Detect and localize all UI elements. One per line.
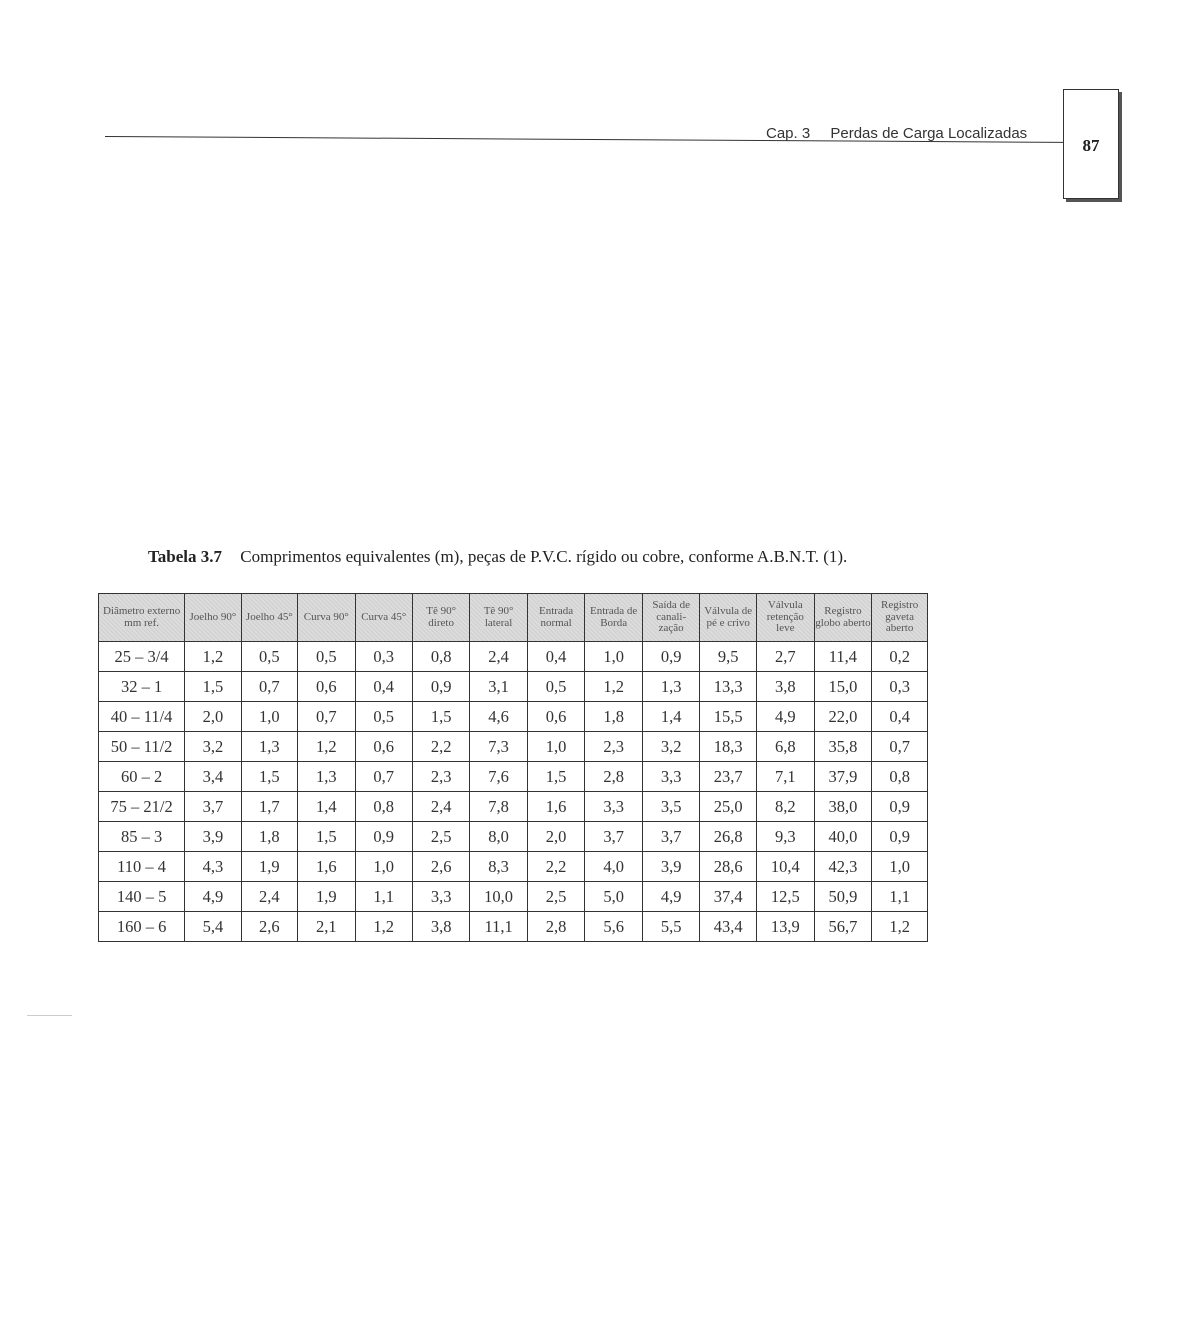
value-cell: 2,5 bbox=[412, 822, 469, 852]
value-cell: 2,2 bbox=[527, 852, 585, 882]
value-cell: 10,0 bbox=[470, 882, 527, 912]
diameter-cell: 25 – 3/4 bbox=[99, 642, 185, 672]
table-row bbox=[99, 882, 928, 912]
chapter-title: Perdas de Carga Localizadas bbox=[830, 125, 1028, 142]
diameter-cell: 50 – 11/2 bbox=[99, 732, 185, 762]
value-cell: 2,5 bbox=[527, 882, 585, 912]
table-row bbox=[99, 912, 928, 942]
value-cell: 2,3 bbox=[412, 762, 469, 792]
value-cell: 0,4 bbox=[872, 702, 928, 732]
value-cell: 4,3 bbox=[185, 852, 241, 882]
value-cell: 0,5 bbox=[241, 642, 297, 672]
table-label: Tabela 3.7 bbox=[148, 547, 223, 566]
diameter-cell: 140 – 5 bbox=[99, 882, 185, 912]
diameter-cell: 160 – 6 bbox=[99, 912, 185, 942]
value-cell: 42,3 bbox=[814, 852, 872, 882]
value-cell: 23,7 bbox=[700, 762, 757, 792]
value-cell: 0,6 bbox=[298, 672, 355, 702]
value-cell: 0,9 bbox=[872, 822, 928, 852]
value-cell: 4,0 bbox=[585, 852, 643, 882]
value-cell: 37,9 bbox=[814, 762, 872, 792]
value-cell: 11,1 bbox=[470, 912, 527, 942]
value-cell: 0,8 bbox=[872, 762, 928, 792]
value-cell: 25,0 bbox=[700, 792, 757, 822]
value-cell: 1,0 bbox=[355, 852, 412, 882]
table-row bbox=[99, 822, 928, 852]
value-cell: 1,2 bbox=[585, 672, 643, 702]
value-cell: 15,0 bbox=[814, 672, 872, 702]
value-cell: 50,9 bbox=[814, 882, 872, 912]
value-cell: 2,1 bbox=[298, 912, 355, 942]
column-header: Válvula de pé e crivo bbox=[700, 594, 757, 642]
value-cell: 4,9 bbox=[185, 882, 241, 912]
value-cell: 5,4 bbox=[185, 912, 241, 942]
diameter-cell: 110 – 4 bbox=[99, 852, 185, 882]
table-row bbox=[99, 702, 928, 732]
value-cell: 9,5 bbox=[700, 642, 757, 672]
value-cell: 0,9 bbox=[355, 822, 412, 852]
value-cell: 7,1 bbox=[757, 762, 815, 792]
value-cell: 40,0 bbox=[814, 822, 872, 852]
value-cell: 0,3 bbox=[872, 672, 928, 702]
value-cell: 0,9 bbox=[412, 672, 469, 702]
value-cell: 1,7 bbox=[241, 792, 297, 822]
column-header: Entrada normal bbox=[527, 594, 585, 642]
value-cell: 2,3 bbox=[585, 732, 643, 762]
table-row bbox=[99, 792, 928, 822]
table-header-row bbox=[99, 594, 928, 642]
diameter-cell: 85 – 3 bbox=[99, 822, 185, 852]
value-cell: 2,0 bbox=[185, 702, 241, 732]
value-cell: 1,6 bbox=[527, 792, 585, 822]
value-cell: 3,7 bbox=[642, 822, 699, 852]
value-cell: 0,7 bbox=[241, 672, 297, 702]
value-cell: 1,2 bbox=[185, 642, 241, 672]
value-cell: 1,3 bbox=[298, 762, 355, 792]
value-cell: 38,0 bbox=[814, 792, 872, 822]
value-cell: 0,5 bbox=[298, 642, 355, 672]
value-cell: 3,7 bbox=[585, 822, 643, 852]
value-cell: 43,4 bbox=[700, 912, 757, 942]
value-cell: 1,2 bbox=[298, 732, 355, 762]
value-cell: 3,5 bbox=[642, 792, 699, 822]
value-cell: 0,7 bbox=[298, 702, 355, 732]
margin-mark bbox=[27, 1015, 72, 1016]
table-caption bbox=[148, 547, 847, 567]
value-cell: 0,8 bbox=[355, 792, 412, 822]
value-cell: 1,5 bbox=[185, 672, 241, 702]
value-cell: 2,0 bbox=[527, 822, 585, 852]
table-row bbox=[99, 852, 928, 882]
value-cell: 37,4 bbox=[700, 882, 757, 912]
value-cell: 3,3 bbox=[642, 762, 699, 792]
value-cell: 56,7 bbox=[814, 912, 872, 942]
value-cell: 3,2 bbox=[185, 732, 241, 762]
value-cell: 7,6 bbox=[470, 762, 527, 792]
value-cell: 35,8 bbox=[814, 732, 872, 762]
column-header: Diâmetro externo mm ref. bbox=[99, 594, 185, 642]
value-cell: 3,3 bbox=[412, 882, 469, 912]
value-cell: 1,5 bbox=[241, 762, 297, 792]
value-cell: 4,6 bbox=[470, 702, 527, 732]
equivalent-lengths-table bbox=[98, 593, 928, 942]
value-cell: 26,8 bbox=[700, 822, 757, 852]
value-cell: 1,3 bbox=[241, 732, 297, 762]
value-cell: 0,4 bbox=[355, 672, 412, 702]
value-cell: 1,1 bbox=[872, 882, 928, 912]
value-cell: 0,5 bbox=[527, 672, 585, 702]
diameter-cell: 40 – 11/4 bbox=[99, 702, 185, 732]
value-cell: 1,2 bbox=[872, 912, 928, 942]
value-cell: 3,7 bbox=[185, 792, 241, 822]
value-cell: 8,0 bbox=[470, 822, 527, 852]
value-cell: 4,9 bbox=[642, 882, 699, 912]
value-cell: 1,6 bbox=[298, 852, 355, 882]
value-cell: 0,5 bbox=[355, 702, 412, 732]
value-cell: 2,4 bbox=[470, 642, 527, 672]
value-cell: 3,3 bbox=[585, 792, 643, 822]
value-cell: 2,6 bbox=[241, 912, 297, 942]
value-cell: 2,8 bbox=[527, 912, 585, 942]
value-cell: 2,8 bbox=[585, 762, 643, 792]
column-header: Saída de canali- zação bbox=[642, 594, 699, 642]
value-cell: 3,8 bbox=[412, 912, 469, 942]
value-cell: 1,9 bbox=[241, 852, 297, 882]
value-cell: 1,0 bbox=[585, 642, 643, 672]
value-cell: 1,0 bbox=[872, 852, 928, 882]
value-cell: 9,3 bbox=[757, 822, 815, 852]
value-cell: 0,3 bbox=[355, 642, 412, 672]
value-cell: 7,3 bbox=[470, 732, 527, 762]
value-cell: 0,9 bbox=[872, 792, 928, 822]
column-header: Válvula retenção leve bbox=[757, 594, 815, 642]
column-header: Curva 90° bbox=[298, 594, 355, 642]
value-cell: 0,9 bbox=[642, 642, 699, 672]
value-cell: 3,1 bbox=[470, 672, 527, 702]
value-cell: 4,9 bbox=[757, 702, 815, 732]
column-header: Registro globo aberto bbox=[814, 594, 872, 642]
running-header bbox=[766, 125, 1027, 142]
value-cell: 2,2 bbox=[412, 732, 469, 762]
value-cell: 8,3 bbox=[470, 852, 527, 882]
value-cell: 2,6 bbox=[412, 852, 469, 882]
value-cell: 2,7 bbox=[757, 642, 815, 672]
table-row bbox=[99, 672, 928, 702]
value-cell: 3,8 bbox=[757, 672, 815, 702]
diameter-cell: 60 – 2 bbox=[99, 762, 185, 792]
value-cell: 28,6 bbox=[700, 852, 757, 882]
value-cell: 1,5 bbox=[527, 762, 585, 792]
table-row bbox=[99, 642, 928, 672]
value-cell: 11,4 bbox=[814, 642, 872, 672]
value-cell: 18,3 bbox=[700, 732, 757, 762]
value-cell: 5,5 bbox=[642, 912, 699, 942]
diameter-cell: 32 – 1 bbox=[99, 672, 185, 702]
value-cell: 0,2 bbox=[872, 642, 928, 672]
value-cell: 1,2 bbox=[355, 912, 412, 942]
value-cell: 2,4 bbox=[241, 882, 297, 912]
table-caption-text: Comprimentos equivalentes (m), peças de P.V.C. rígido ou cobre, conforme A.B.N.T. (1). bbox=[240, 547, 848, 566]
value-cell: 1,4 bbox=[642, 702, 699, 732]
table-body bbox=[99, 642, 928, 942]
page-number-box bbox=[1063, 89, 1119, 199]
chapter-label: Cap. 3 bbox=[766, 125, 811, 142]
value-cell: 3,9 bbox=[185, 822, 241, 852]
value-cell: 3,2 bbox=[642, 732, 699, 762]
value-cell: 1,9 bbox=[298, 882, 355, 912]
table-row bbox=[99, 732, 928, 762]
column-header: Entrada de Borda bbox=[585, 594, 643, 642]
value-cell: 0,4 bbox=[527, 642, 585, 672]
value-cell: 22,0 bbox=[814, 702, 872, 732]
value-cell: 10,4 bbox=[757, 852, 815, 882]
value-cell: 6,8 bbox=[757, 732, 815, 762]
value-cell: 1,3 bbox=[642, 672, 699, 702]
value-cell: 1,0 bbox=[527, 732, 585, 762]
value-cell: 0,7 bbox=[355, 762, 412, 792]
diameter-cell: 75 – 21/2 bbox=[99, 792, 185, 822]
column-header: Curva 45° bbox=[355, 594, 412, 642]
value-cell: 2,4 bbox=[412, 792, 469, 822]
column-header: Tê 90° lateral bbox=[470, 594, 527, 642]
value-cell: 1,8 bbox=[585, 702, 643, 732]
value-cell: 7,8 bbox=[470, 792, 527, 822]
value-cell: 5,6 bbox=[585, 912, 643, 942]
value-cell: 0,6 bbox=[355, 732, 412, 762]
value-cell: 5,0 bbox=[585, 882, 643, 912]
value-cell: 1,1 bbox=[355, 882, 412, 912]
page-number: 87 bbox=[1082, 136, 1100, 155]
value-cell: 1,5 bbox=[298, 822, 355, 852]
value-cell: 15,5 bbox=[700, 702, 757, 732]
value-cell: 0,7 bbox=[872, 732, 928, 762]
column-header: Tê 90° direto bbox=[412, 594, 469, 642]
table-row bbox=[99, 762, 928, 792]
value-cell: 13,3 bbox=[700, 672, 757, 702]
value-cell: 0,8 bbox=[412, 642, 469, 672]
value-cell: 0,6 bbox=[527, 702, 585, 732]
value-cell: 1,4 bbox=[298, 792, 355, 822]
column-header: Joelho 90° bbox=[185, 594, 241, 642]
value-cell: 3,4 bbox=[185, 762, 241, 792]
value-cell: 12,5 bbox=[757, 882, 815, 912]
value-cell: 1,8 bbox=[241, 822, 297, 852]
value-cell: 8,2 bbox=[757, 792, 815, 822]
value-cell: 1,0 bbox=[241, 702, 297, 732]
value-cell: 13,9 bbox=[757, 912, 815, 942]
column-header: Joelho 45° bbox=[241, 594, 297, 642]
value-cell: 1,5 bbox=[412, 702, 469, 732]
column-header: Registro gaveta aberto bbox=[872, 594, 928, 642]
value-cell: 3,9 bbox=[642, 852, 699, 882]
